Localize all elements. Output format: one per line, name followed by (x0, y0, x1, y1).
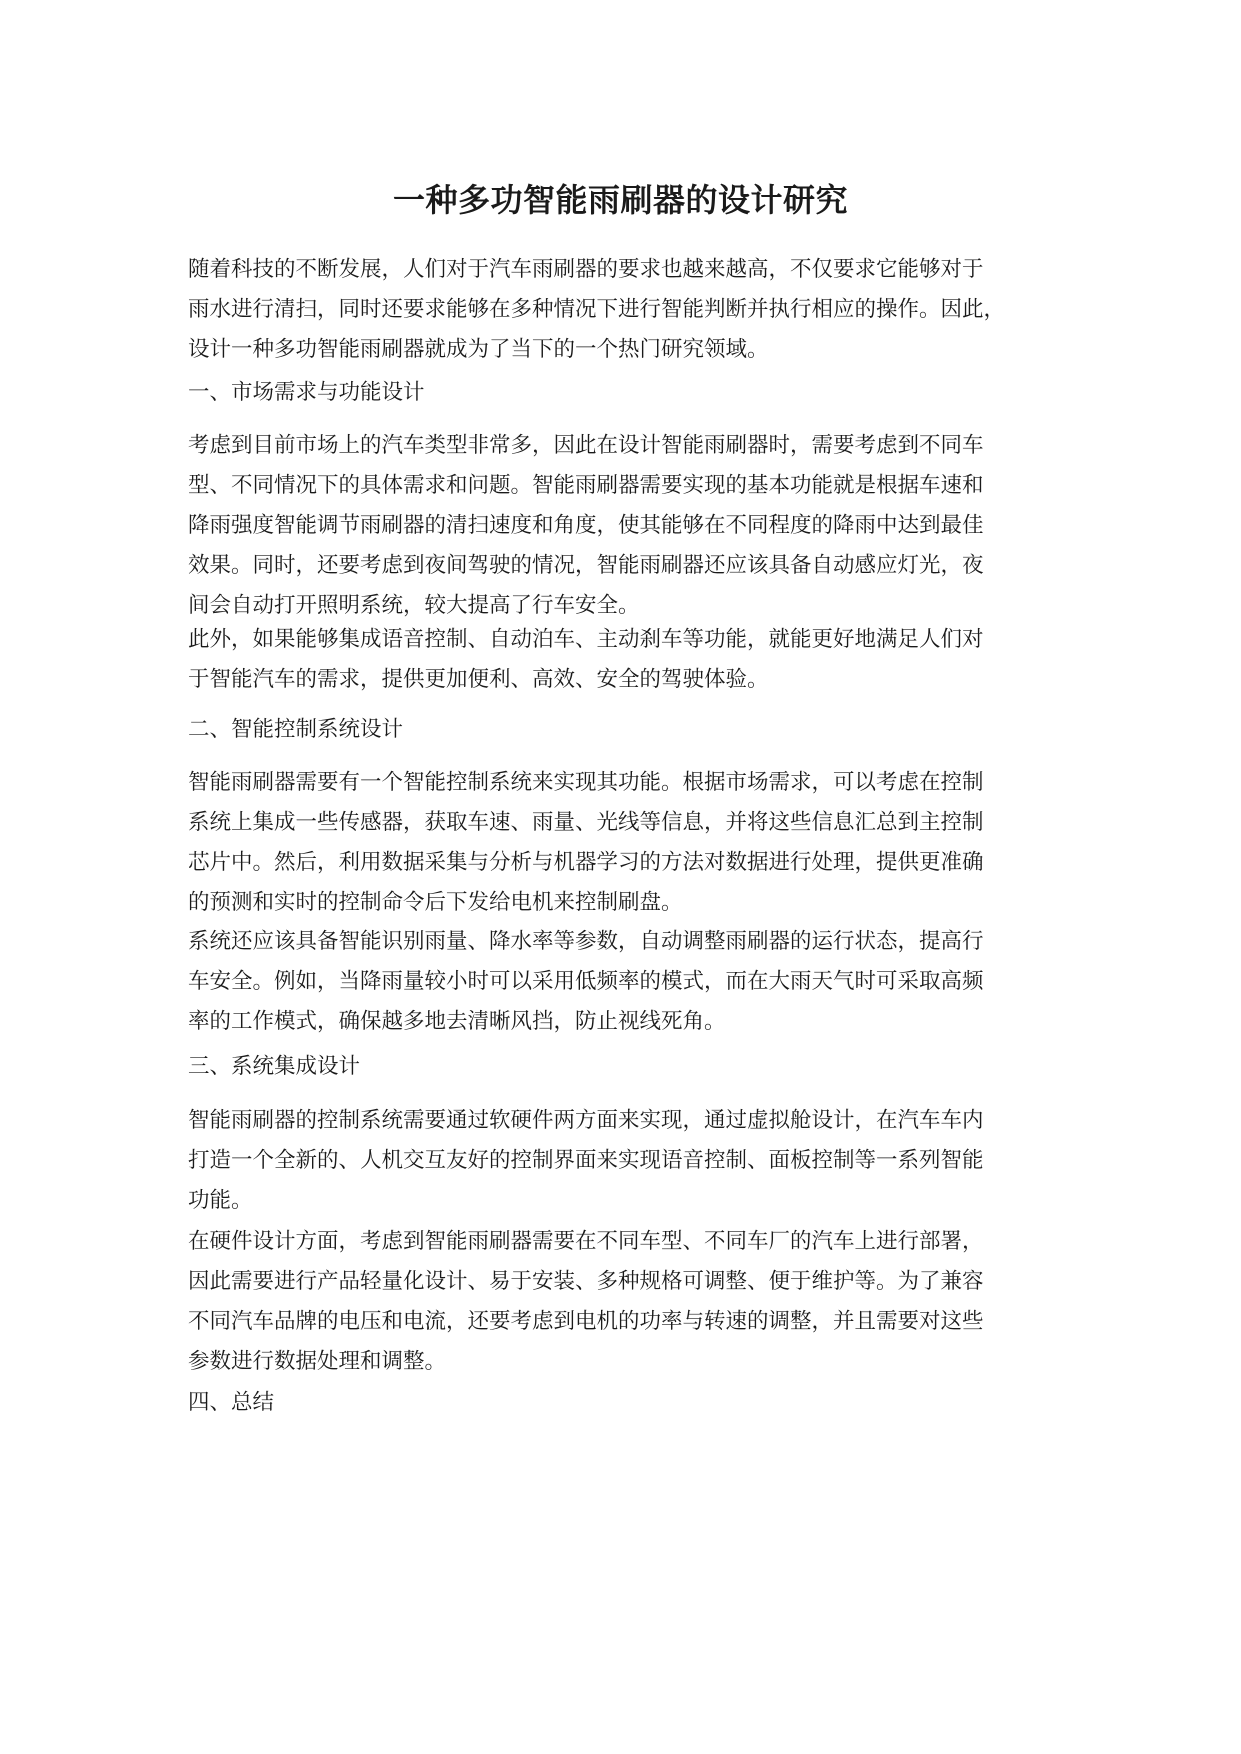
text-line: 智能雨刷器的控制系统需要通过软硬件两方面来实现，通过虚拟舱设计，在汽车车内 (188, 1108, 984, 1133)
paragraph-market-needs (188, 426, 1058, 626)
text-line: 的预测和实时的控制命令后下发给电机来控制刷盘。 (188, 890, 683, 915)
heading-text: 一、市场需求与功能设计 (188, 380, 425, 405)
text-line: 不同汽车品牌的电压和电流，还要考虑到电机的功率与转速的调整，并且需要对这些 (188, 1309, 984, 1334)
section-heading-integration (188, 1047, 1058, 1087)
heading-text: 四、总结 (188, 1390, 275, 1415)
text-line: 于智能汽车的需求，提供更加便利、高效、安全的驾驶体验。 (188, 667, 769, 692)
text-line: 参数进行数据处理和调整。 (188, 1349, 447, 1374)
text-line: 型、不同情况下的具体需求和问题。智能雨刷器需要实现的基本功能就是根据车速和 (188, 473, 984, 498)
text-line: 系统上集成一些传感器，获取车速、雨量、光线等信息，并将这些信息汇总到主控制 (188, 810, 984, 835)
text-line: 间会自动打开照明系统，较大提高了行车安全。 (188, 593, 640, 618)
text-line: 此外，如果能够集成语音控制、自动泊车、主动刹车等功能，就能更好地满足人们对 (188, 627, 984, 652)
text-line: 降雨强度智能调节雨刷器的清扫速度和角度，使其能够在不同程度的降雨中达到最佳 (188, 513, 984, 538)
text-line: 车安全。例如，当降雨量较小时可以采用低频率的模式，而在大雨天气时可采取高频 (188, 969, 984, 994)
paragraph-integration-hardware (188, 1222, 1058, 1382)
paragraph-intro (188, 250, 1058, 370)
text-line: 智能雨刷器需要有一个智能控制系统来实现其功能。根据市场需求，可以考虑在控制 (188, 770, 984, 795)
paragraph-control-system (188, 763, 1058, 923)
text-line: 在硬件设计方面，考虑到智能雨刷器需要在不同车型、不同车厂的汽车上进行部署， (188, 1229, 984, 1254)
text-line: 率的工作模式，确保越多地去清晰风挡，防止视线死角。 (188, 1009, 726, 1034)
section-heading-control-system (188, 710, 1058, 750)
section-heading-summary (188, 1383, 1058, 1423)
paragraph-extra-features (188, 620, 1058, 700)
heading-text: 三、系统集成设计 (188, 1054, 361, 1079)
section-heading-market (188, 373, 1058, 413)
paragraph-integration-software (188, 1101, 1058, 1221)
text-line: 考虑到目前市场上的汽车类型非常多，因此在设计智能雨刷器时，需要考虑到不同车 (188, 433, 984, 458)
text-line: 系统还应该具备智能识别雨量、降水率等参数，自动调整雨刷器的运行状态，提高行 (188, 929, 984, 954)
text-line: 随着科技的不断发展，人们对于汽车雨刷器的要求也越来越高，不仅要求它能够对于 (188, 257, 984, 282)
text-line: 芯片中。然后，利用数据采集与分析与机器学习的方法对数据进行处理，提供更准确 (188, 850, 984, 875)
text-line: 因此需要进行产品轻量化设计、易于安装、多种规格可调整、便于维护等。为了兼容 (188, 1269, 984, 1294)
text-line: 雨水进行清扫，同时还要求能够在多种情况下进行智能判断并执行相应的操作。因此， (188, 297, 1006, 322)
page-title: 一种多功智能雨刷器的设计研究 (392, 181, 848, 219)
text-line: 功能。 (188, 1188, 253, 1213)
heading-text: 二、智能控制系统设计 (188, 717, 404, 742)
text-line: 打造一个全新的、人机交互友好的控制界面来实现语音控制、面板控制等一系列智能 (188, 1148, 984, 1173)
text-line: 效果。同时，还要考虑到夜间驾驶的情况，智能雨刷器还应该具备自动感应灯光，夜 (188, 553, 984, 578)
text-line: 设计一种多功智能雨刷器就成为了当下的一个热门研究领域。 (188, 337, 769, 362)
paragraph-smart-recognition (188, 922, 1058, 1042)
